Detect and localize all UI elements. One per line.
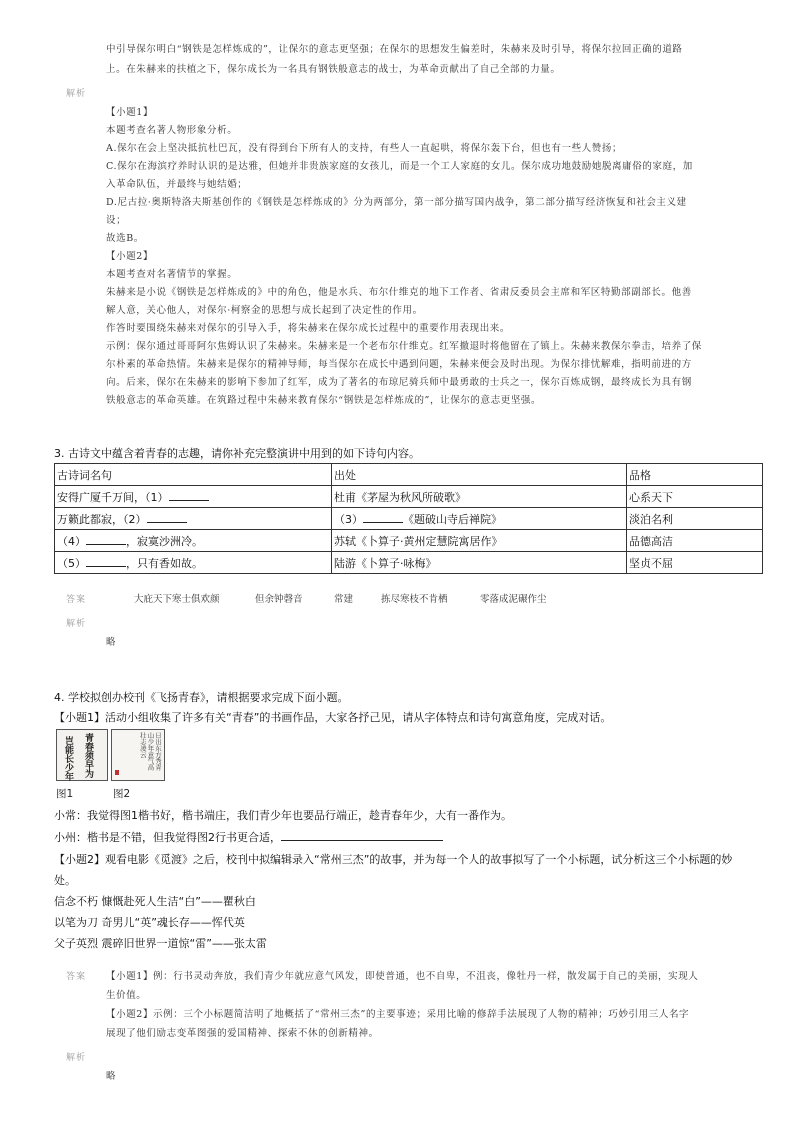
answer-text: 【小题2】示例：三个小标题简洁明了地概括了“常州三杰”的主要事迹；采用比喻的修辞手法展现了人物的精神；巧妙引用三人名字 — [106, 1009, 690, 1020]
fill-blank[interactable] — [169, 489, 209, 501]
verse-text: 安得广厦千万间，（1） — [57, 490, 169, 504]
text-line: 【小题1】 — [106, 107, 154, 118]
poem-table — [54, 463, 763, 574]
calligraphy-char: 长 — [65, 755, 75, 765]
calligraphy-char: 须 — [85, 752, 95, 762]
source-cell — [332, 486, 627, 508]
verse-cell — [55, 508, 332, 530]
verse-cell — [55, 552, 332, 574]
text-line: D.尼古拉·奥斯特洛夫斯基创作的《钢铁是怎样炼成的》分为两部分，第一部分描写国内战争，第二部分描写经济恢复和社会主义建 — [106, 197, 687, 208]
header-cell: 古诗词名句 — [55, 464, 332, 486]
header-cell: 品格 — [627, 464, 763, 486]
fill-blank[interactable] — [281, 829, 443, 841]
analysis-label: 解析 — [66, 1053, 87, 1063]
question-4-title: 4. 学校拟创办校刊《飞扬青春》，请根据要求完成下面小题。 — [54, 691, 349, 704]
text-line: A.保尔在会上坚决抵抗杜巴瓦，没有得到台下所有人的支持，有些人一直起哄，将保尔轰下台，但也有一些人赞扬； — [106, 143, 623, 154]
calligraphy-char: 少 — [65, 764, 75, 774]
source-text: 《题破山寺后禅院》 — [403, 512, 502, 526]
dialog-text: 小州：楷书是不错，但我觉得图2行书更合适， — [54, 831, 281, 844]
text-line: 作答时要围绕朱赫来对保尔的引导入手，将朱赫来在保尔成长过程中的重要作用表现出来。 — [106, 323, 511, 334]
subtitle-line: 信念不朽 慷慨赴死人生洁“白”——瞿秋白 — [54, 895, 256, 908]
trait-cell: 品德高洁 — [627, 530, 763, 552]
analysis-text: 略 — [106, 1071, 117, 1082]
source-text: 苏轼《卜算子·黄州定慧院寓居作》 — [334, 534, 503, 548]
calligraphy-char: 为 — [85, 770, 95, 780]
table-row — [55, 508, 763, 530]
subtitle-line: 父子英烈 震碎旧世界一道惊“雷”——张太雷 — [54, 937, 267, 950]
source-cell — [332, 508, 627, 530]
figure-2-caption: 图2 — [113, 788, 131, 800]
calligraphy-text: 日出东方秀青山少年意气高壮志凌云 — [138, 732, 162, 771]
seal-stamp — [115, 770, 119, 775]
text-line: 铁般意志的革命英雄。在筑路过程中朱赫来教育保尔“钢铁是怎样炼成的”，让保尔的意志更坚强。 — [106, 395, 542, 406]
answer-label: 答案 — [66, 972, 87, 982]
text-line: 设； — [106, 215, 127, 226]
answer-item: 但余钟磬音 — [255, 594, 303, 605]
text-line: 尔朴素的革命热情。朱赫来是保尔的精神导师，每当保尔在成长中遇到问题，朱赫来便会及时出现。为保尔排忧解难，指明前进的方 — [106, 359, 692, 370]
dialog-line-2 — [54, 829, 443, 845]
calligraphy-char: 青 — [85, 734, 95, 744]
source-text: 杜甫《茅屋为秋风所破歌》 — [334, 490, 466, 504]
text-line: 示例：保尔通过哥哥阿尔焦姆认识了朱赫来。朱赫来是一个老布尔什维克。红军撤退时将他留在了镇上。朱赫来教保尔拳击，培养了保 — [106, 341, 702, 352]
answer-text: 生价值。 — [106, 990, 147, 1001]
text-line: 上。在朱赫来的扶植之下，保尔成长为一名具有钢铁般意志的战士，为革命贡献出了自己全部的力量。 — [106, 64, 561, 75]
calligraphy-char: 岂 — [65, 737, 75, 747]
table-row — [55, 552, 763, 574]
analysis-text: 略 — [106, 637, 117, 648]
header-cell: 出处 — [332, 464, 627, 486]
subquestion-1: 【小题1】活动小组收集了许多有关“青春”的书画作品，大家各抒己见，请从字体特点和诗句寓意角度，完成对话。 — [54, 711, 612, 724]
fill-blank[interactable] — [86, 555, 126, 567]
answer-text: 【小题1】例：行书灵动奔放，我们青少年就应意气风发，即使普通，也不自卑，不沮丧，像牡丹一样，散发属于自己的美丽，实现人 — [106, 971, 699, 982]
text-line: 入革命队伍，并最终与她结婚； — [106, 179, 248, 190]
text-line: 向。后来，保尔在朱赫来的影响下参加了红军，成为了著名的布琼尼骑兵师中最勇敢的士兵之一，保尔百炼成钢，最终成长为具有钢 — [106, 377, 692, 388]
answer-text: 展现了他们励志变革图强的爱国精神、探索不休的创新精神。 — [106, 1028, 379, 1039]
verse-text: ，寂寞沙洲冷。 — [126, 534, 203, 548]
fill-blank[interactable] — [363, 511, 403, 523]
calligraphy-char: 年 — [65, 773, 75, 783]
verse-text: （5） — [57, 556, 86, 570]
table-row — [55, 486, 763, 508]
verse-cell — [55, 486, 332, 508]
fill-blank[interactable] — [86, 533, 126, 545]
figure-1-calligraphy — [56, 729, 108, 781]
text-line: 朱赫来是小说《钢铁是怎样炼成的》中的角色，他是水兵、布尔什维克的地下工作者、省肃反委员会主席和军区特勤部副部长。他善 — [106, 287, 692, 298]
source-text: 陆游《卜算子·咏梅》 — [334, 556, 437, 570]
verse-text: （4） — [57, 534, 86, 548]
text-line: C.保尔在海滨疗养时认识的是达雅，但她并非贵族家庭的女孩儿，而是一个工人家庭的女儿。保尔成功地鼓励她脱离庸俗的家庭，加 — [106, 161, 693, 172]
answer-item: 大庇天下寒士俱欢颜 — [134, 594, 220, 605]
text-line: 解人意，关心他人，对保尔·柯察金的思想与成长起到了决定性的作用。 — [106, 305, 423, 316]
text-line: 本题考查对名著情节的掌握。 — [106, 269, 238, 280]
dialog-line-1: 小常：我觉得图1楷书好，楷书端庄，我们青少年也要品行端正，趁青春年少，大有一番作为。 — [54, 809, 512, 822]
text-line: 故选B。 — [106, 233, 144, 244]
answer-item: 拣尽寒枝不肯栖 — [381, 594, 448, 605]
source-text: （3） — [334, 512, 363, 526]
calligraphy-char: 春 — [85, 743, 95, 753]
figure-2-calligraphy — [111, 729, 165, 781]
subtitle-line: 以笔为刀 奇男儿“英”魂长存——恽代英 — [54, 916, 245, 929]
calligraphy-char: 早 — [85, 761, 95, 771]
verse-text: ，只有香如故。 — [126, 556, 203, 570]
fill-blank[interactable] — [147, 511, 187, 523]
analysis-label: 解析 — [66, 89, 87, 99]
trait-cell: 坚贞不屈 — [627, 552, 763, 574]
text-line: 中引导保尔明白“钢铁是怎样炼成的”，让保尔的意志更坚强；在保尔的思想发生偏差时，朱赫来及时引导，将保尔拉回正确的道路 — [106, 44, 683, 55]
source-cell — [332, 552, 627, 574]
subquestion-2: 处。 — [54, 874, 76, 887]
answer-item: 常建 — [334, 594, 354, 605]
table-row — [55, 530, 763, 552]
table-header-row — [55, 464, 763, 486]
verse-cell — [55, 530, 332, 552]
subquestion-2: 【小题2】观看电影《觅渡》之后，校刊中拟编辑录入“常州三杰”的故事，并为每一个人的故事拟写了一个小标题，试分析这三个小标题的妙 — [54, 853, 733, 866]
source-cell — [332, 530, 627, 552]
trait-cell: 心系天下 — [627, 486, 763, 508]
calligraphy-char: 能 — [65, 746, 75, 756]
question-3-title: 3. 古诗文中蕴含着青春的志趣，请你补充完整演讲中用到的如下诗句内容。 — [54, 447, 420, 460]
figure-1-caption: 图1 — [56, 788, 74, 800]
trait-cell: 淡泊名利 — [627, 508, 763, 530]
text-line: 本题考查名著人物形象分析。 — [106, 125, 238, 136]
analysis-label: 解析 — [66, 619, 87, 629]
verse-text: 万籁此都寂，（2） — [57, 512, 147, 526]
answer-label: 答案 — [66, 595, 87, 605]
answer-item: 零落成泥碾作尘 — [480, 594, 547, 605]
text-line: 【小题2】 — [106, 251, 154, 262]
